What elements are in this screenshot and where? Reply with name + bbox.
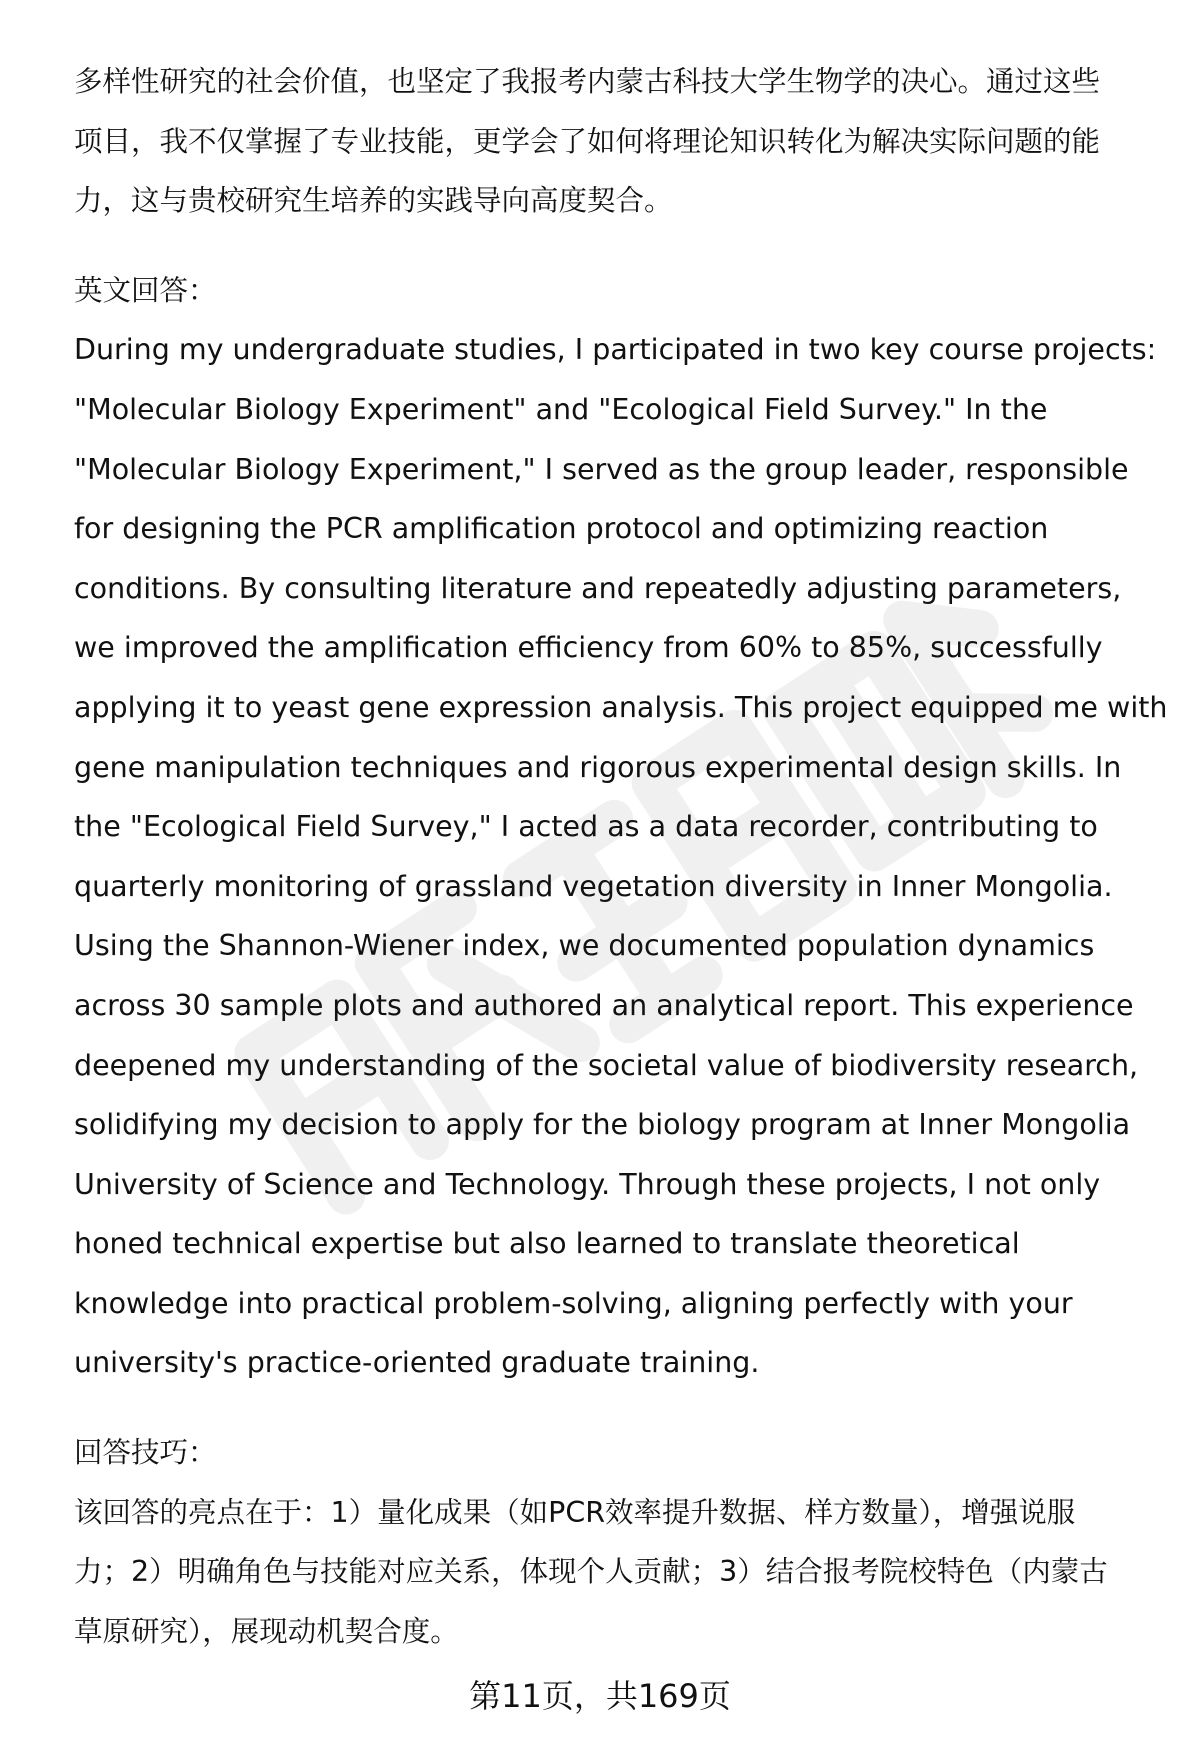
text-line: 力；2）明确角色与技能对应关系，体现个人贡献；3）结合报考院校特色（内蒙古 [74,1555,1108,1589]
text-line: gene manipulation techniques and rigorous experimental design skills. In [74,750,1122,784]
english-answer-heading: 英文回答： [74,273,217,307]
chinese-paragraph-top [74,52,1164,231]
text-line: deepened my understanding of the societal value of biodiversity research, [74,1048,1139,1082]
text-line: 多样性研究的社会价值，也坚定了我报考内蒙古科技大学生物学的决心。通过这些 [74,65,1101,98]
text-line: honed technical expertise but also learned to translate theoretical [74,1227,1020,1261]
text-line: across 30 sample plots and authored an analytical report. This experience [74,988,1134,1022]
text-line: 草原研究），展现动机契合度。 [74,1614,459,1648]
text-line: applying it to yeast gene expression analysis. This project equipped me with [74,690,1168,724]
text-line: "Molecular Biology Experiment," I served as the group leader, responsible [74,452,1129,486]
text-line: University of Science and Technology. Through these projects, I not only [74,1167,1101,1201]
text-line: the "Ecological Field Survey," I acted as a data recorder, contributing to [74,810,1098,844]
text-line: During my undergraduate studies, I participated in two key course projects: [74,333,1157,367]
text-line: quarterly monitoring of grassland vegetation diversity in Inner Mongolia. [74,869,1113,903]
answer-tips-section [74,1423,1164,1661]
text-line: knowledge into practical problem-solving, aligning perfectly with your [74,1286,1073,1320]
text-line: 项目，我不仅掌握了专业技能，更学会了如何将理论知识转化为解决实际问题的能 [74,124,1101,158]
text-line: 力，这与贵校研究生培养的实践导向高度契合。 [74,184,673,218]
text-line: we improved the amplification efficiency from 60% to 85%, successfully [74,631,1103,665]
text-line: Using the Shannon-Wiener index, we documented population dynamics [74,929,1095,963]
text-line: solidifying my decision to apply for the biology program at Inner Mongolia [74,1108,1131,1142]
text-line: 该回答的亮点在于：1）量化成果（如PCR效率提升数据、样方数量），增强说服 [74,1495,1076,1529]
answer-tips-heading: 回答技巧： [74,1436,217,1470]
text-line: "Molecular Biology Experiment" and "Ecological Field Survey." In the [74,392,1048,426]
text-line: university's practice-oriented graduate training. [74,1346,760,1380]
document-body [74,52,1168,1661]
page-number-footer: 第11页，共169页 [469,1677,731,1715]
english-answer-section [74,261,1168,1393]
text-line: for designing the PCR amplification protocol and optimizing reaction [74,512,1049,546]
text-line: conditions. By consulting literature and repeatedly adjusting parameters, [74,571,1122,605]
